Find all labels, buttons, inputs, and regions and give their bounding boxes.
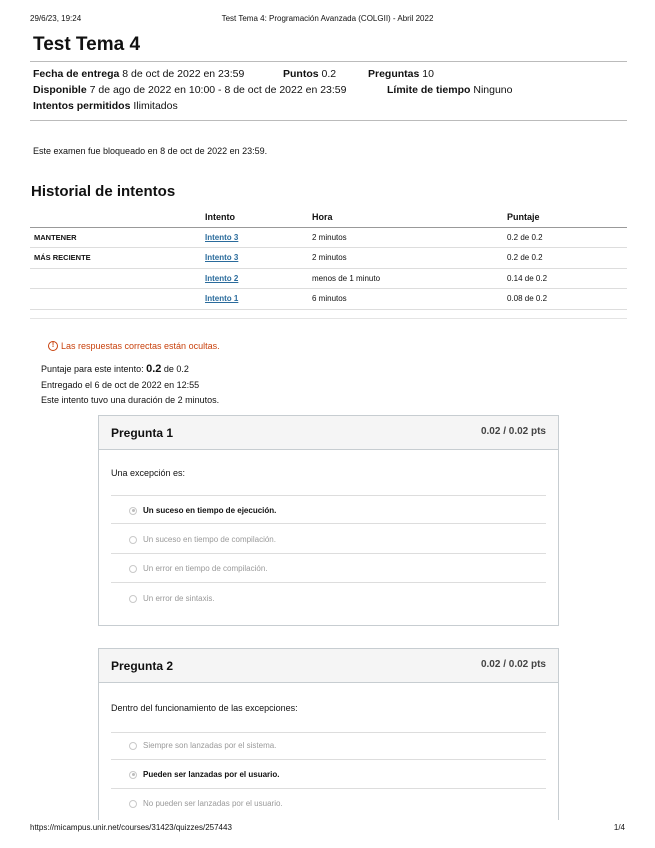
divider xyxy=(111,788,546,789)
due-value: 8 de oct de 2022 en 23:59 xyxy=(122,68,245,80)
answer-text: Un error en tiempo de compilación. xyxy=(143,564,268,573)
radio-button[interactable] xyxy=(129,507,137,515)
page-title: Test Tema 4 xyxy=(33,34,141,55)
page-url: https://micampus.unir.net/courses/31423/quizzes/257443 xyxy=(30,823,232,832)
divider xyxy=(111,553,546,554)
answer-option[interactable] xyxy=(129,770,280,779)
answer-option[interactable] xyxy=(129,741,276,750)
attempt-time: 6 minutos xyxy=(312,289,507,310)
attempt-score: 0.2 de 0.2 xyxy=(507,227,627,248)
attempt-score: 0.08 de 0.2 xyxy=(507,289,627,310)
meta-row-1 xyxy=(33,68,244,80)
available-value: 7 de ago de 2022 en 10:00 - 8 de oct de 2022 en 23:59 xyxy=(89,84,347,96)
questions-value: 10 xyxy=(422,68,434,80)
table-row xyxy=(30,268,627,289)
time-limit-label: Límite de tiempo xyxy=(387,84,471,96)
answer-option[interactable] xyxy=(129,564,268,573)
history-title: Historial de intentos xyxy=(31,183,176,200)
row-label: MANTENER xyxy=(30,227,205,248)
duration-line: Este intento tuvo una duración de 2 minutos. xyxy=(41,395,220,405)
radio-button[interactable] xyxy=(129,536,137,544)
question-card xyxy=(98,648,559,820)
question-header xyxy=(99,649,558,683)
answer-text: No pueden ser lanzadas por el usuario. xyxy=(143,799,283,808)
question-text: Una excepción es: xyxy=(111,468,186,478)
question-text: Dentro del funcionamiento de las excepciones: xyxy=(111,703,298,713)
divider xyxy=(111,495,546,496)
points-value: 0.2 xyxy=(321,68,337,80)
divider xyxy=(30,61,627,62)
row-label xyxy=(30,289,205,310)
question-title: Pregunta 2 xyxy=(111,659,174,673)
attempts-history-table xyxy=(30,208,627,310)
answer-option[interactable] xyxy=(129,506,276,515)
attempts-label: Intentos permitidos xyxy=(33,100,131,112)
time-limit-meta xyxy=(387,84,512,96)
row-label xyxy=(30,268,205,289)
table-row xyxy=(30,289,627,310)
attempt-score: 0.14 de 0.2 xyxy=(507,268,627,289)
radio-button[interactable] xyxy=(129,800,137,808)
question-header xyxy=(99,416,558,450)
divider xyxy=(111,759,546,760)
attempt-link[interactable]: Intento 1 xyxy=(205,294,239,304)
answer-text: Un suceso en tiempo de compilación. xyxy=(143,535,276,544)
available-meta xyxy=(33,84,346,96)
page-number: 1/4 xyxy=(613,823,625,832)
warning-icon: ! xyxy=(48,341,58,351)
answer-text: Siempre son lanzadas por el sistema. xyxy=(143,741,277,750)
score-prefix: Puntaje para este intento: xyxy=(41,364,144,374)
row-label: MÁS RECIENTE xyxy=(30,248,205,269)
points-meta xyxy=(283,68,336,80)
divider xyxy=(111,582,546,583)
column-header: Puntaje xyxy=(507,208,627,227)
table-row xyxy=(30,227,627,248)
attempts-value: Ilimitados xyxy=(133,100,178,112)
print-datetime: 29/6/23, 19:24 xyxy=(30,14,82,23)
divider xyxy=(30,318,627,319)
radio-button[interactable] xyxy=(129,742,137,750)
divider xyxy=(111,732,546,733)
hidden-answers-warning xyxy=(48,341,220,351)
answer-text: Pueden ser lanzadas por el usuario. xyxy=(143,770,280,779)
divider xyxy=(111,523,546,524)
due-label: Fecha de entrega xyxy=(33,68,120,80)
divider xyxy=(30,120,627,121)
warning-text: Las respuestas correctas están ocultas. xyxy=(61,341,220,351)
column-header xyxy=(30,208,205,227)
answer-option[interactable] xyxy=(129,594,215,603)
radio-button[interactable] xyxy=(129,565,137,573)
attempt-score: 0.2 de 0.2 xyxy=(507,248,627,269)
question-card xyxy=(98,415,559,626)
question-points: 0.02 / 0.02 pts xyxy=(480,659,546,670)
question-title: Pregunta 1 xyxy=(111,426,174,440)
attempt-time: 2 minutos xyxy=(312,227,507,248)
score-suffix: de 0.2 xyxy=(163,364,189,374)
time-limit-value: Ninguno xyxy=(473,84,513,96)
attempt-time: menos de 1 minuto xyxy=(312,268,507,289)
answer-option[interactable] xyxy=(129,799,283,808)
print-doc-title: Test Tema 4: Programación Avanzada (COLGII) - Abril 2022 xyxy=(221,14,434,23)
questions-meta xyxy=(368,68,434,80)
points-label: Puntos xyxy=(283,68,319,80)
available-label: Disponible xyxy=(33,84,87,96)
table-row xyxy=(30,248,627,269)
column-header: Intento xyxy=(205,208,312,227)
radio-button[interactable] xyxy=(129,771,137,779)
radio-button[interactable] xyxy=(129,595,137,603)
question-points: 0.02 / 0.02 pts xyxy=(480,426,546,437)
locked-message: Este examen fue bloqueado en 8 de oct de 2022 en 23:59. xyxy=(33,146,268,156)
answer-option[interactable] xyxy=(129,535,276,544)
answer-text: Un suceso en tiempo de ejecución. xyxy=(143,506,277,515)
questions-label: Preguntas xyxy=(368,68,420,80)
table-header-row xyxy=(30,208,627,227)
submitted-line: Entregado el 6 de oct de 2022 en 12:55 xyxy=(41,380,200,390)
attempt-score-line xyxy=(41,363,189,375)
attempt-link[interactable]: Intento 3 xyxy=(205,253,239,263)
attempt-link[interactable]: Intento 3 xyxy=(205,232,239,242)
score-value: 0.2 xyxy=(146,363,162,375)
attempt-link[interactable]: Intento 2 xyxy=(205,273,239,283)
attempts-meta xyxy=(33,100,178,112)
attempt-time: 2 minutos xyxy=(312,248,507,269)
print-header xyxy=(30,14,625,26)
column-header: Hora xyxy=(312,208,507,227)
answer-text: Un error de sintaxis. xyxy=(143,594,215,603)
